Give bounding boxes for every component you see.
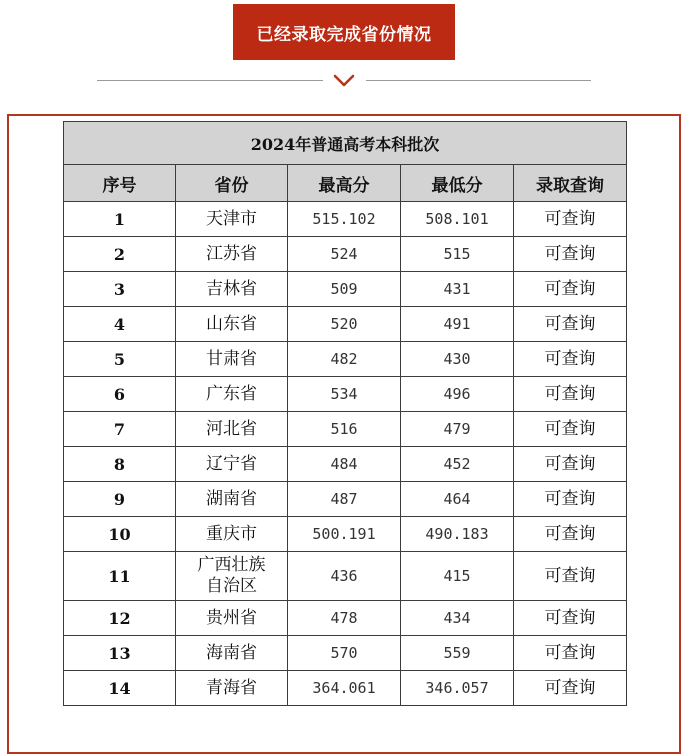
table-row [64, 412, 627, 447]
row-index: 12 [64, 601, 176, 636]
row-province: 广西壮族自治区 [176, 552, 288, 601]
row-max-score: 520 [288, 307, 401, 342]
row-province: 江苏省 [176, 237, 288, 272]
row-province: 河北省 [176, 412, 288, 447]
row-max-score: 515.102 [288, 202, 401, 237]
table-row [64, 202, 627, 237]
banner-title: 已经录取完成省份情况 [256, 24, 432, 45]
row-min-score: 559 [401, 636, 514, 671]
row-max-score: 509 [288, 272, 401, 307]
row-max-score: 436 [288, 552, 401, 601]
row-min-score: 496 [401, 377, 514, 412]
row-query-link[interactable]: 可查询 [514, 552, 627, 601]
table-row [64, 552, 627, 601]
row-max-score: 487 [288, 482, 401, 517]
column-header-max-score: 最高分 [288, 165, 401, 202]
row-query-link[interactable]: 可查询 [514, 636, 627, 671]
row-index: 2 [64, 237, 176, 272]
row-min-score: 490.183 [401, 517, 514, 552]
row-index: 9 [64, 482, 176, 517]
row-index: 1 [64, 202, 176, 237]
admission-table [63, 121, 627, 706]
row-index: 8 [64, 447, 176, 482]
page-banner [233, 4, 455, 60]
row-query-link[interactable]: 可查询 [514, 307, 627, 342]
row-max-score: 524 [288, 237, 401, 272]
row-min-score: 515 [401, 237, 514, 272]
row-min-score: 464 [401, 482, 514, 517]
row-province: 山东省 [176, 307, 288, 342]
row-query-link[interactable]: 可查询 [514, 601, 627, 636]
table-row [64, 307, 627, 342]
row-query-link[interactable]: 可查询 [514, 517, 627, 552]
row-province: 青海省 [176, 671, 288, 706]
row-min-score: 430 [401, 342, 514, 377]
column-header-min-score: 最低分 [401, 165, 514, 202]
table-row [64, 272, 627, 307]
row-query-link[interactable]: 可查询 [514, 342, 627, 377]
row-province: 贵州省 [176, 601, 288, 636]
row-query-link[interactable]: 可查询 [514, 447, 627, 482]
row-query-link[interactable]: 可查询 [514, 272, 627, 307]
row-province: 湖南省 [176, 482, 288, 517]
row-province: 辽宁省 [176, 447, 288, 482]
row-province: 甘肃省 [176, 342, 288, 377]
table-title: 2024年普通高考本科批次 [64, 122, 627, 165]
row-province: 吉林省 [176, 272, 288, 307]
divider-left [97, 80, 323, 81]
row-min-score: 508.101 [401, 202, 514, 237]
row-min-score: 479 [401, 412, 514, 447]
table-row [64, 377, 627, 412]
table-row [64, 482, 627, 517]
table-row [64, 601, 627, 636]
row-min-score: 434 [401, 601, 514, 636]
row-index: 13 [64, 636, 176, 671]
column-header-query: 录取查询 [514, 165, 627, 202]
row-query-link[interactable]: 可查询 [514, 671, 627, 706]
row-min-score: 491 [401, 307, 514, 342]
row-max-score: 484 [288, 447, 401, 482]
row-index: 14 [64, 671, 176, 706]
table-row [64, 447, 627, 482]
row-query-link[interactable]: 可查询 [514, 237, 627, 272]
row-min-score: 346.057 [401, 671, 514, 706]
table-row [64, 342, 627, 377]
table-row [64, 237, 627, 272]
row-min-score: 452 [401, 447, 514, 482]
chevron-down-icon [333, 74, 355, 88]
column-header-index: 序号 [64, 165, 176, 202]
row-index: 10 [64, 517, 176, 552]
row-min-score: 431 [401, 272, 514, 307]
row-index: 3 [64, 272, 176, 307]
row-min-score: 415 [401, 552, 514, 601]
table-row [64, 636, 627, 671]
divider-right [366, 80, 591, 81]
row-index: 5 [64, 342, 176, 377]
row-max-score: 364.061 [288, 671, 401, 706]
table-body [64, 202, 627, 706]
row-province: 天津市 [176, 202, 288, 237]
row-query-link[interactable]: 可查询 [514, 202, 627, 237]
row-max-score: 482 [288, 342, 401, 377]
row-query-link[interactable]: 可查询 [514, 412, 627, 447]
row-max-score: 478 [288, 601, 401, 636]
column-header-province: 省份 [176, 165, 288, 202]
row-max-score: 500.191 [288, 517, 401, 552]
row-index: 4 [64, 307, 176, 342]
row-province: 海南省 [176, 636, 288, 671]
row-max-score: 570 [288, 636, 401, 671]
row-max-score: 516 [288, 412, 401, 447]
row-province: 重庆市 [176, 517, 288, 552]
row-province: 广东省 [176, 377, 288, 412]
table-row [64, 671, 627, 706]
row-query-link[interactable]: 可查询 [514, 377, 627, 412]
row-query-link[interactable]: 可查询 [514, 482, 627, 517]
table-row [64, 517, 627, 552]
row-index: 7 [64, 412, 176, 447]
row-index: 11 [64, 552, 176, 601]
row-max-score: 534 [288, 377, 401, 412]
row-index: 6 [64, 377, 176, 412]
